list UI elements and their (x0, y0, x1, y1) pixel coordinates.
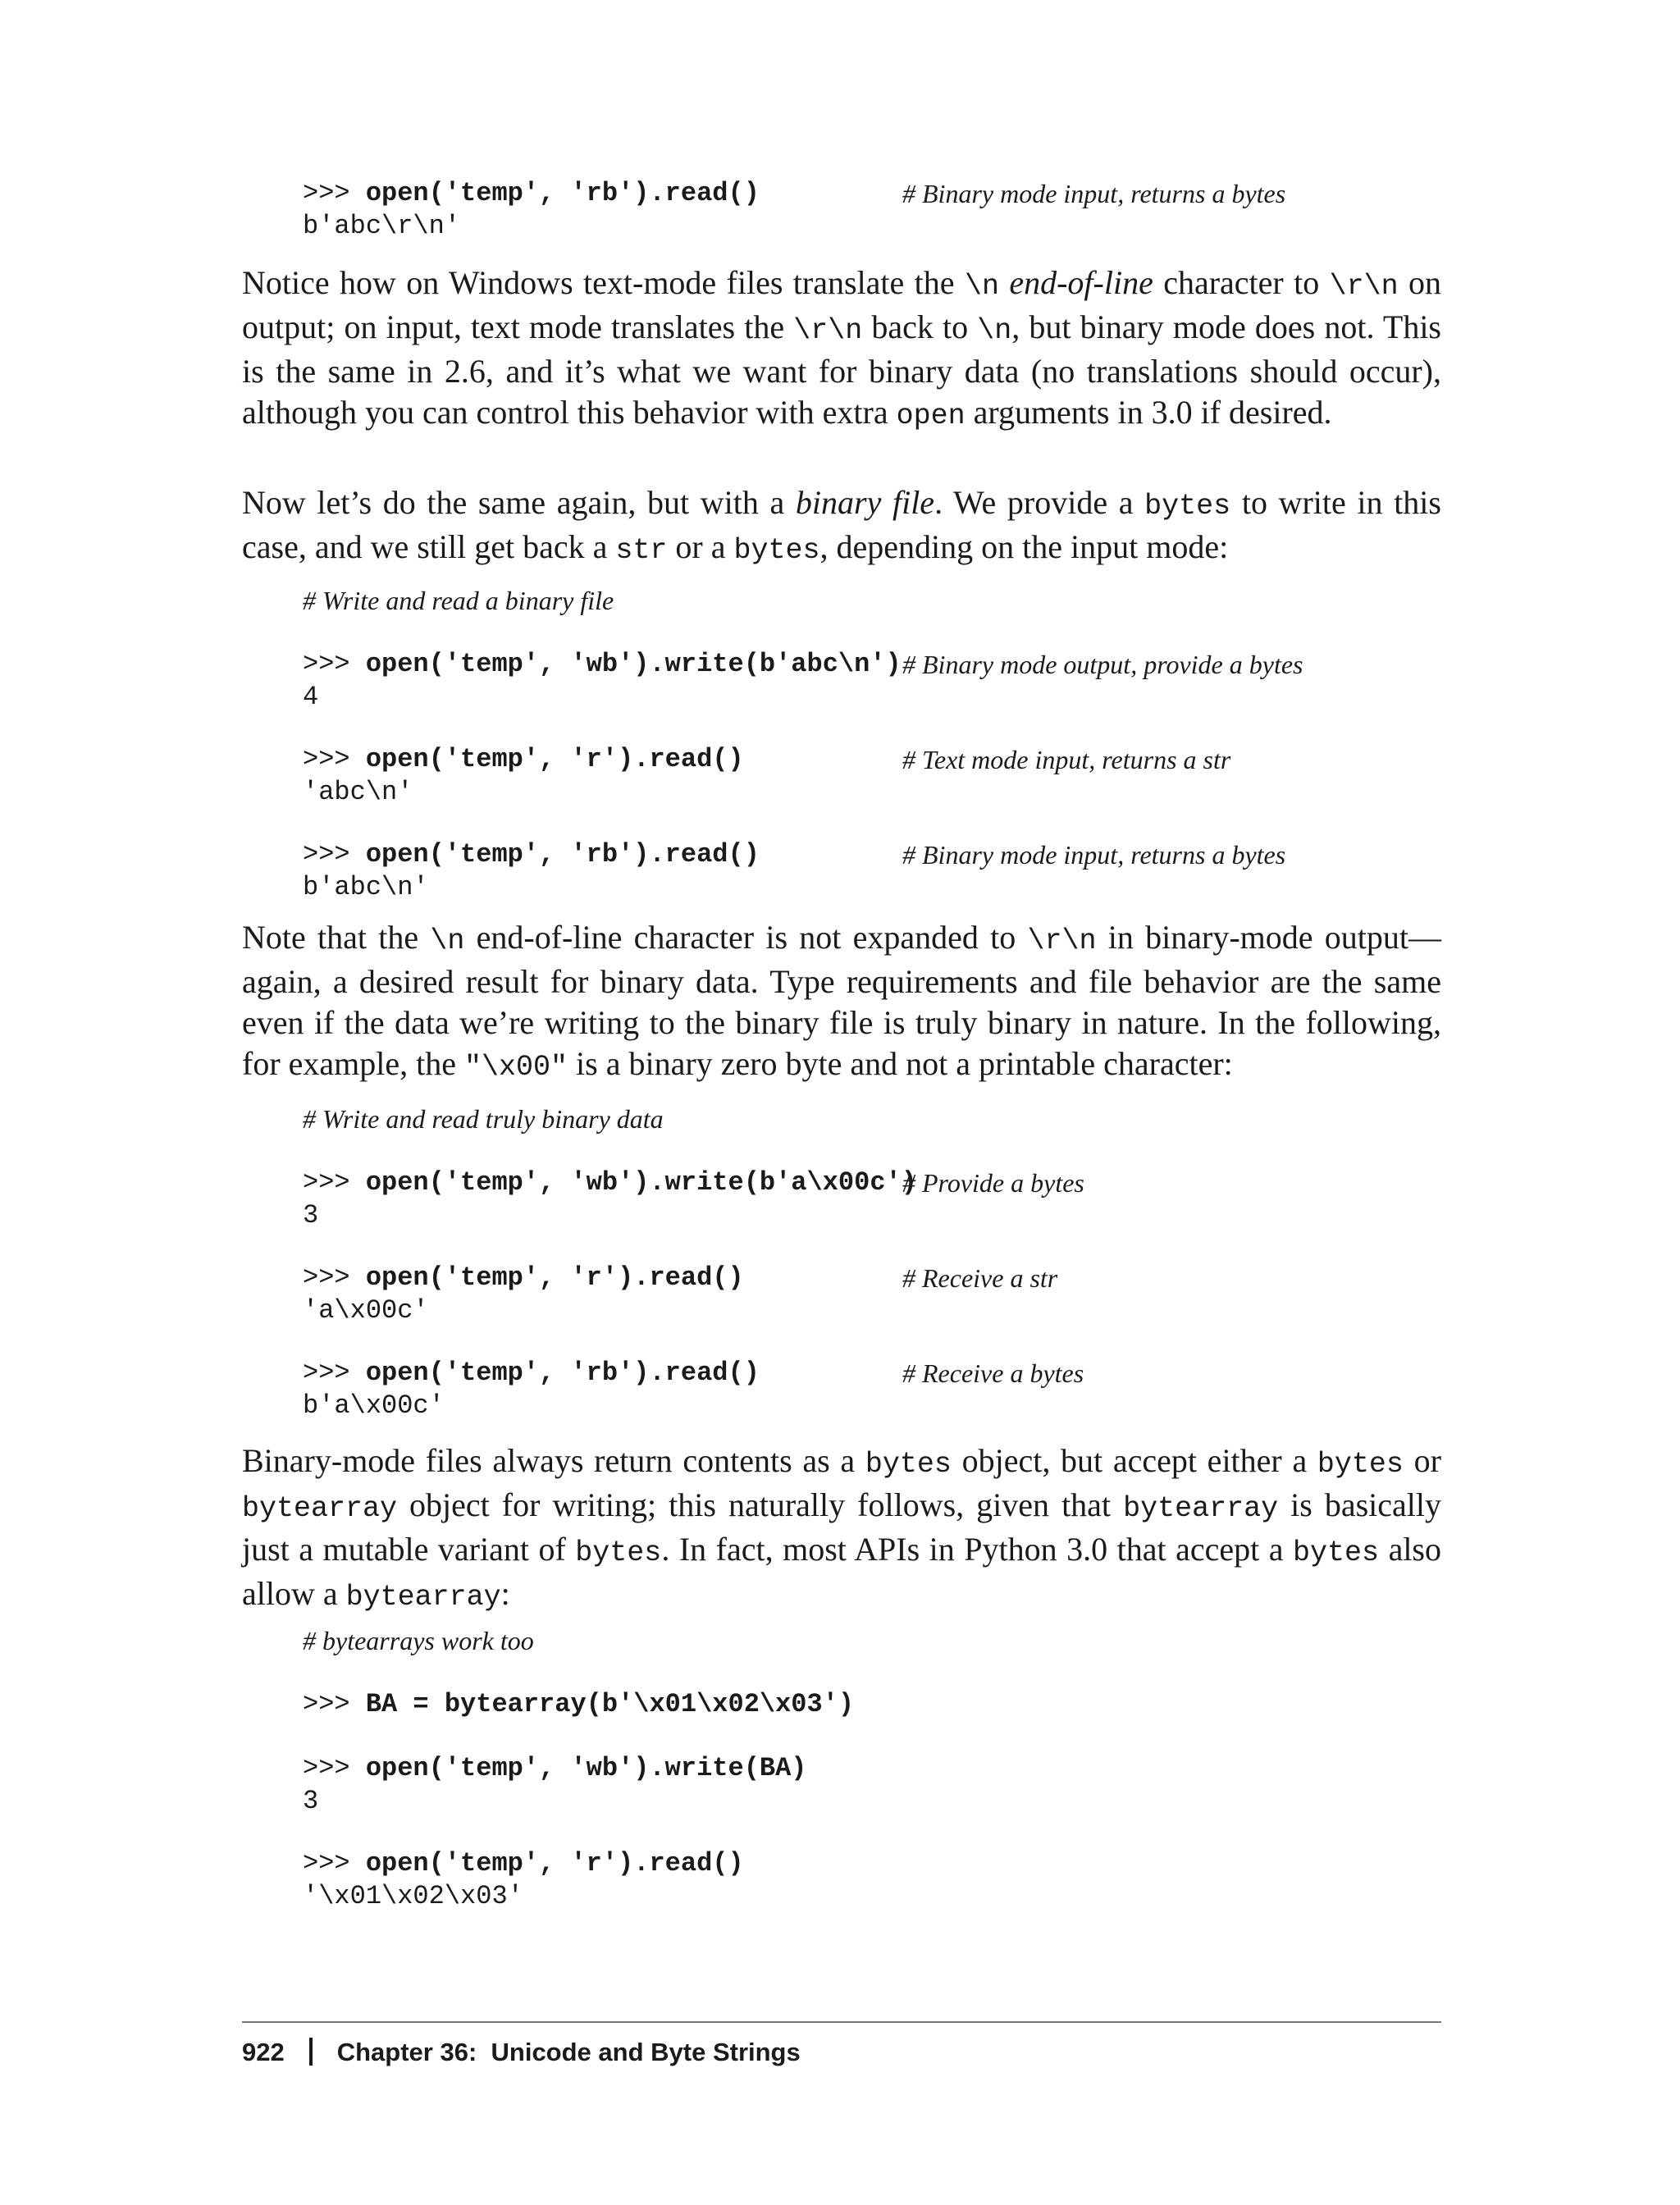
text-run: in binary-mode output—again, a desired result for binary data. Type requirements and file behavior are the same even if the data we’re writing to the binary file is truly binary in nature. In the following, for example, the (242, 919, 1441, 1082)
page-number: 922 (242, 2038, 285, 2066)
code-line (303, 1262, 744, 1294)
text-run: , depending on the input mode: (819, 528, 1229, 565)
code-input: open('temp', 'rb').read() (365, 178, 760, 208)
body-paragraph (242, 917, 1441, 1088)
page-footer (242, 2033, 801, 2072)
code-output: 4 (303, 682, 319, 712)
code-output: 3 (303, 1786, 319, 1816)
text-run: end-of-line character is not expanded to (464, 919, 1028, 956)
code-note: # Provide a bytes (902, 1168, 1084, 1198)
inline-code: \n (964, 270, 999, 303)
code-prompt: >>> (303, 649, 366, 679)
text-run (999, 264, 1009, 301)
inline-code: bytearray (1123, 1492, 1279, 1525)
text-run: object for writing; this naturally follows, given that (397, 1486, 1124, 1523)
text-run: . We provide a (934, 484, 1145, 521)
inline-code: bytes (575, 1536, 662, 1569)
text-run: back to (862, 308, 978, 345)
code-line (303, 743, 744, 776)
body-paragraph (242, 262, 1441, 436)
code-prompt: >>> (303, 1167, 366, 1198)
chapter-title: Chapter 36: Unicode and Byte Strings (336, 2038, 801, 2066)
inline-code: bytes (1144, 490, 1231, 523)
text-run: is a binary zero byte and not a printable character: (568, 1045, 1233, 1082)
body-paragraph (242, 482, 1441, 571)
text-run: to write in this case, and we still get back a (242, 484, 1441, 565)
code-output: b'abc\n' (303, 872, 429, 902)
code-note: # Binary mode input, returns a bytes (902, 840, 1286, 870)
code-note: # Text mode input, returns a str (902, 745, 1231, 774)
footer-rule (242, 2021, 1441, 2023)
code-input: open('temp', 'r').read() (365, 1262, 744, 1293)
text-run: is basically just a mutable variant of (242, 1486, 1441, 1568)
inline-code: str (615, 534, 668, 567)
text-run: arguments in 3.0 if desired. (965, 394, 1332, 431)
inline-code: "\x00" (464, 1051, 568, 1084)
code-prompt: >>> (303, 178, 366, 208)
inline-code: \n (977, 314, 1012, 347)
inline-code: open (896, 399, 966, 432)
inline-code: bytearray (242, 1492, 398, 1525)
footer-separator (309, 2038, 313, 2066)
inline-code: \r\n (1329, 270, 1399, 303)
text-run: , but binary mode does not. This is the same in 2.6, and it’s what we want for binary data (no translations should occur), although you can control this behavior with extra (242, 308, 1441, 431)
code-prompt: >>> (303, 1848, 366, 1879)
inline-code: bytes (865, 1448, 952, 1481)
text-run: : (500, 1575, 510, 1612)
code-prompt: >>> (303, 1358, 366, 1388)
code-comment: # Write and read truly binary data (303, 1104, 664, 1134)
text-run: or (1403, 1442, 1441, 1479)
inline-code: \r\n (1027, 924, 1097, 957)
code-input: open('temp', 'r').read() (365, 744, 744, 774)
code-comment: # Write and read a binary file (303, 586, 614, 615)
body-paragraph (242, 1440, 1441, 1618)
text-run: Notice how on Windows text-mode files translate the (242, 264, 965, 301)
text-run: Binary-mode files always return contents as a (242, 1442, 865, 1479)
inline-code: bytes (1317, 1448, 1404, 1481)
code-line (303, 1847, 744, 1880)
code-comment: # bytearrays work too (303, 1626, 534, 1655)
code-input: open('temp', 'wb').write(b'abc\n') (365, 649, 902, 679)
code-prompt: >>> (303, 1689, 366, 1719)
italic-term: binary file (795, 484, 935, 521)
code-output: '\x01\x02\x03' (303, 1881, 523, 1911)
code-note: # Binary mode input, returns a bytes (902, 179, 1286, 208)
code-output: 'abc\n' (303, 777, 413, 807)
inline-code: \r\n (793, 314, 863, 347)
code-line (303, 1357, 760, 1390)
code-input: open('temp', 'r').read() (365, 1848, 744, 1879)
code-line (303, 1688, 854, 1721)
text-run: Note that the (242, 919, 431, 956)
code-note: # Receive a str (902, 1263, 1058, 1293)
code-note: # Binary mode output, provide a bytes (902, 650, 1303, 679)
code-input: open('temp', 'rb').read() (365, 839, 760, 870)
inline-code: bytearray (345, 1581, 501, 1614)
code-line (303, 838, 760, 871)
inline-code: bytes (733, 534, 820, 567)
text-run: . In fact, most APIs in Python 3.0 that accept a (661, 1531, 1294, 1568)
text-run: character to (1153, 264, 1330, 301)
code-output: 3 (303, 1200, 319, 1230)
inline-code: bytes (1293, 1536, 1380, 1569)
text-run: on output; on input, text mode translates the (242, 264, 1442, 345)
code-input: open('temp', 'wb').write(BA) (365, 1753, 807, 1783)
text-run: also allow a (242, 1531, 1441, 1612)
code-line (303, 177, 760, 210)
code-input: open('temp', 'rb').read() (365, 1358, 760, 1388)
code-prompt: >>> (303, 839, 366, 870)
code-input: open('temp', 'wb').write(b'a\x00c') (365, 1167, 917, 1198)
code-input: BA = bytearray(b'\x01\x02\x03') (365, 1689, 855, 1719)
italic-term: end-of-line (1009, 264, 1153, 301)
text-run: or a (667, 528, 734, 565)
code-note: # Receive a bytes (902, 1358, 1084, 1388)
code-output: 'a\x00c' (303, 1295, 429, 1326)
code-line (303, 648, 902, 681)
code-prompt: >>> (303, 1753, 366, 1783)
inline-code: \n (430, 924, 465, 957)
code-output: b'a\x00c' (303, 1390, 445, 1421)
code-prompt: >>> (303, 744, 366, 774)
text-run: Now let’s do the same again, but with a (242, 484, 796, 521)
code-line (303, 1752, 807, 1785)
code-line (303, 1166, 917, 1199)
code-output: b'abc\r\n' (303, 211, 461, 241)
text-run: object, but accept either a (951, 1442, 1317, 1479)
code-prompt: >>> (303, 1262, 366, 1293)
